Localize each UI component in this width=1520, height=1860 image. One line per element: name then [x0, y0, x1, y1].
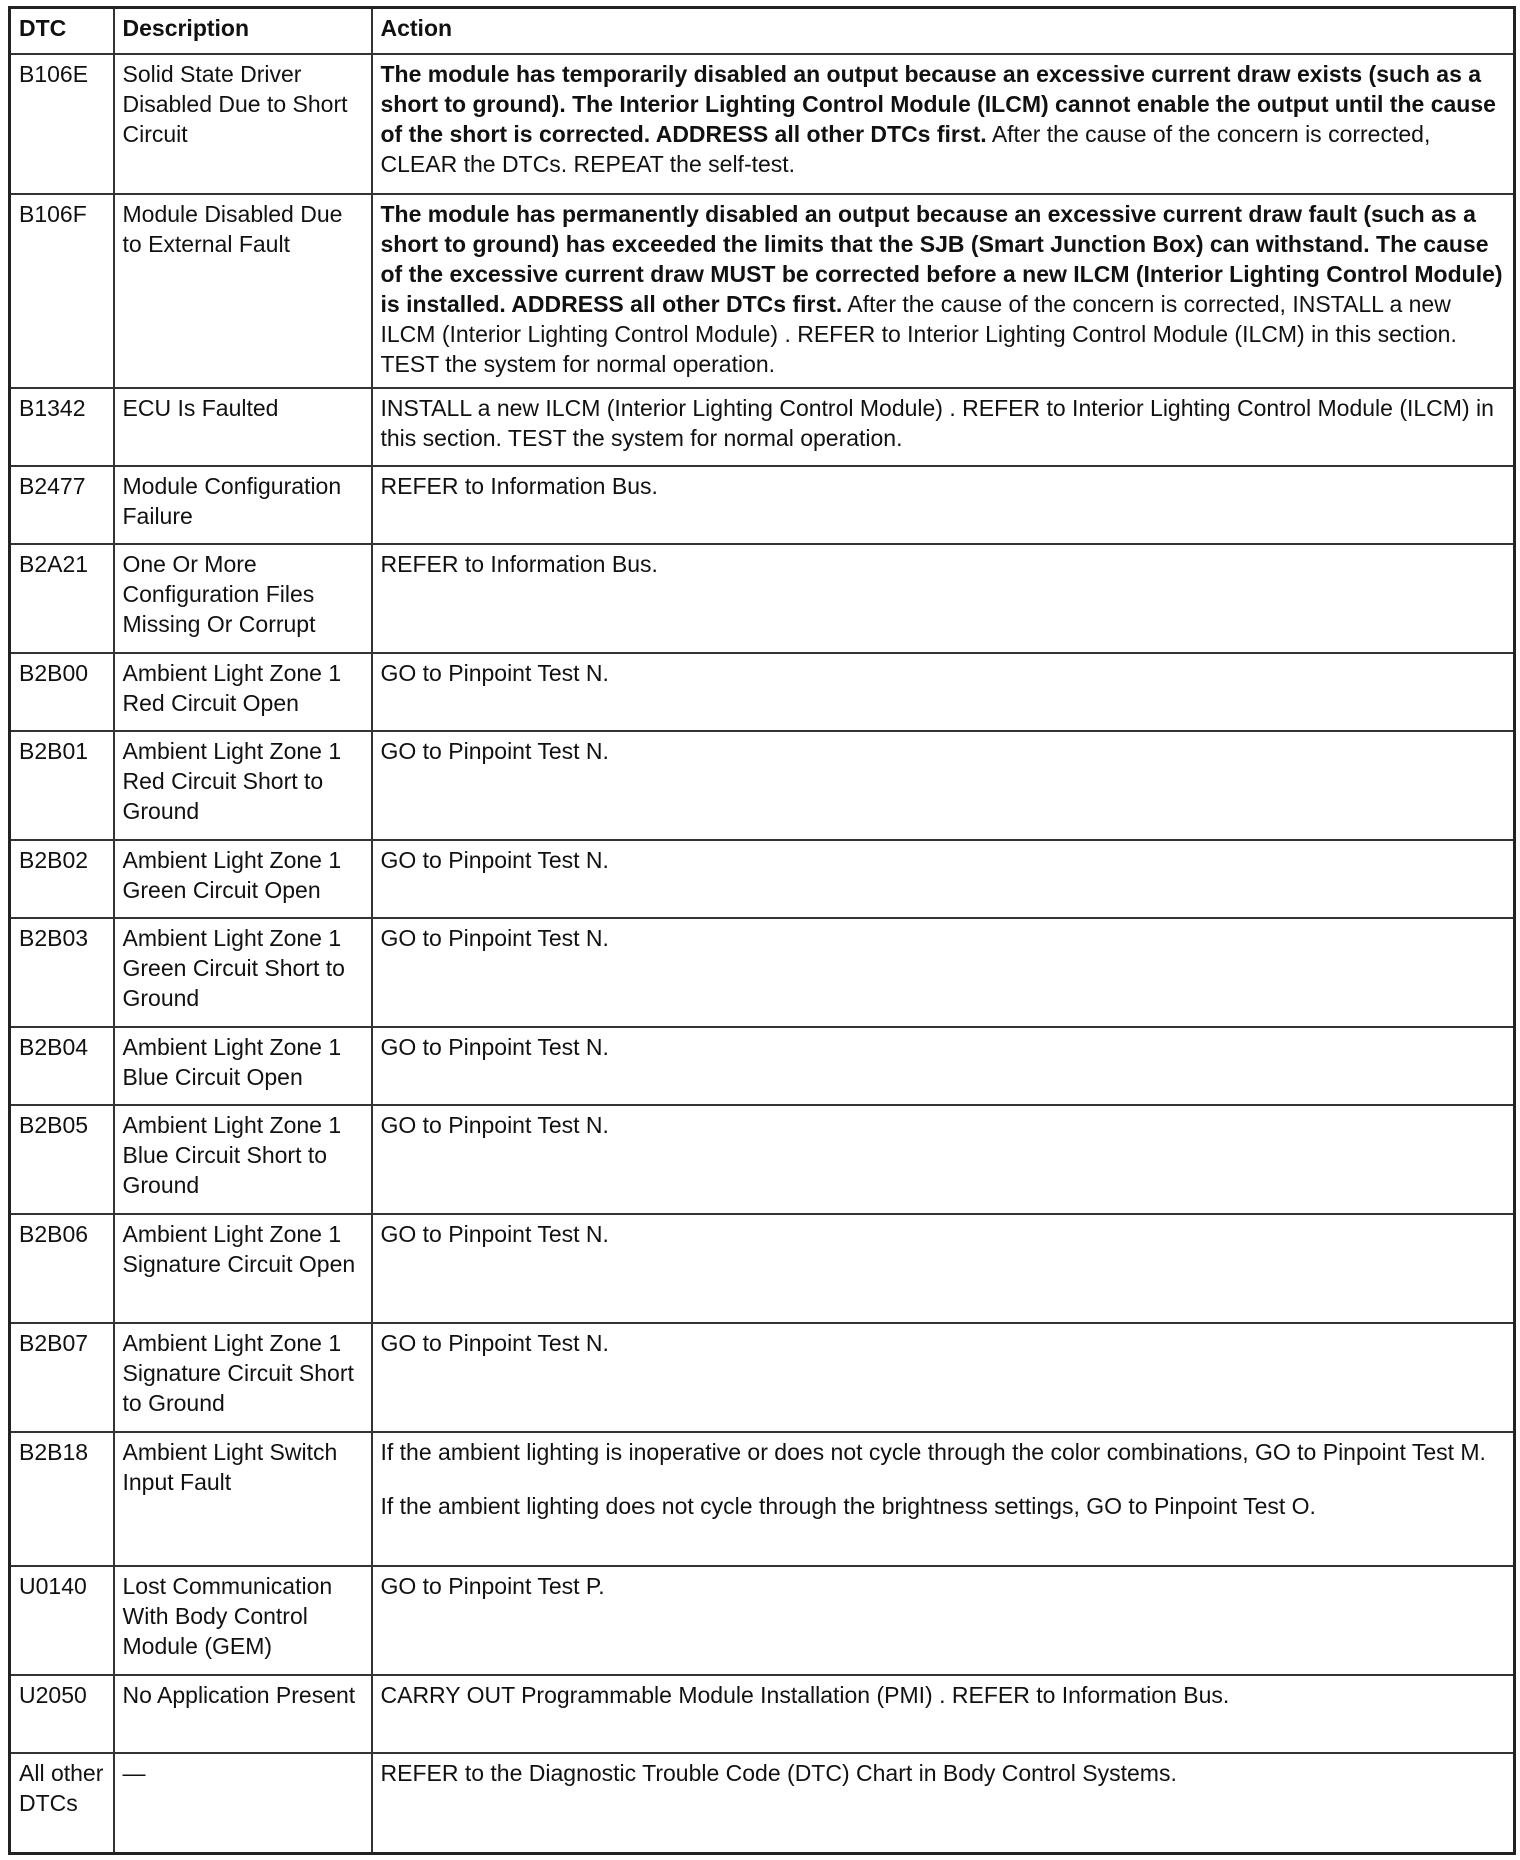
table-row — [10, 388, 1515, 466]
header-dtc: DTC — [10, 8, 114, 55]
dtc-description: No Application Present — [114, 1675, 372, 1753]
dtc-action: REFER to Information Bus. — [372, 544, 1515, 653]
dtc-description: Ambient Light Zone 1 Blue Circuit Short to Ground — [114, 1105, 372, 1214]
table-row — [10, 1753, 1515, 1854]
dtc-action: GO to Pinpoint Test N. — [372, 1323, 1515, 1432]
dtc-description: Ambient Light Switch Input Fault — [114, 1432, 372, 1566]
action-text: After the cause of the concern is corrected, CLEAR the DTCs. REPEAT the self-test. — [380, 121, 1431, 177]
dtc-action — [372, 1432, 1515, 1566]
table-row — [10, 1323, 1515, 1432]
dtc-action: GO to Pinpoint Test P. — [372, 1566, 1515, 1675]
dtc-action: CARRY OUT Programmable Module Installation (PMI) . REFER to Information Bus. — [372, 1675, 1515, 1753]
dtc-description: Ambient Light Zone 1 Red Circuit Short to Ground — [114, 731, 372, 840]
dtc-code: B2B18 — [10, 1432, 114, 1566]
dtc-code: B2B02 — [10, 840, 114, 918]
table-row — [10, 918, 1515, 1027]
table-body — [10, 54, 1515, 1854]
dtc-description: Ambient Light Zone 1 Blue Circuit Open — [114, 1027, 372, 1105]
dtc-description: Lost Communication With Body Control Module (GEM) — [114, 1566, 372, 1675]
dtc-description: Ambient Light Zone 1 Green Circuit Short to Ground — [114, 918, 372, 1027]
dtc-description: Module Configuration Failure — [114, 466, 372, 544]
table-row — [10, 731, 1515, 840]
dtc-description: Module Disabled Due to External Fault — [114, 194, 372, 388]
table-row — [10, 1027, 1515, 1105]
dtc-code: B2B00 — [10, 653, 114, 731]
dtc-action: GO to Pinpoint Test N. — [372, 918, 1515, 1027]
dtc-description: Ambient Light Zone 1 Red Circuit Open — [114, 653, 372, 731]
dtc-code: B2B03 — [10, 918, 114, 1027]
action-text-second: If the ambient lighting does not cycle through the brightness settings, GO to Pinpoint Test O. — [380, 1493, 1316, 1519]
dtc-action: REFER to the Diagnostic Trouble Code (DTC) Chart in Body Control Systems. — [372, 1753, 1515, 1854]
dtc-action: GO to Pinpoint Test N. — [372, 1105, 1515, 1214]
dtc-action: INSTALL a new ILCM (Interior Lighting Control Module) . REFER to Interior Lighting Control Module (ILCM) in this section. TEST the system for normal operation. — [372, 388, 1515, 466]
dtc-action: GO to Pinpoint Test N. — [372, 840, 1515, 918]
dtc-code: U2050 — [10, 1675, 114, 1753]
header-action: Action — [372, 8, 1515, 55]
dtc-action — [372, 54, 1515, 194]
dtc-code: B2B06 — [10, 1214, 114, 1323]
dtc-action: GO to Pinpoint Test N. — [372, 731, 1515, 840]
dtc-action: GO to Pinpoint Test N. — [372, 653, 1515, 731]
dtc-action — [372, 194, 1515, 388]
dtc-description: ECU Is Faulted — [114, 388, 372, 466]
dtc-description: — — [114, 1753, 372, 1854]
dtc-code: B2A21 — [10, 544, 114, 653]
dtc-code: B2477 — [10, 466, 114, 544]
dtc-action: GO to Pinpoint Test N. — [372, 1214, 1515, 1323]
table-row — [10, 653, 1515, 731]
table-row — [10, 1105, 1515, 1214]
dtc-code: B106F — [10, 194, 114, 388]
dtc-description: Ambient Light Zone 1 Green Circuit Open — [114, 840, 372, 918]
dtc-description: Ambient Light Zone 1 Signature Circuit Open — [114, 1214, 372, 1323]
table-row — [10, 1675, 1515, 1753]
dtc-description: One Or More Configuration Files Missing Or Corrupt — [114, 544, 372, 653]
action-text: If the ambient lighting is inoperative or does not cycle through the color combinations, GO to Pinpoint Test M. — [380, 1439, 1486, 1465]
table-row — [10, 1214, 1515, 1323]
dtc-code: All other DTCs — [10, 1753, 114, 1854]
dtc-code: B2B04 — [10, 1027, 114, 1105]
dtc-code: B1342 — [10, 388, 114, 466]
table-row — [10, 1566, 1515, 1675]
dtc-code: B2B05 — [10, 1105, 114, 1214]
action-emphasis: The module has temporarily disabled an output because an excessive current draw exists (such as a short to ground). The Interior Lighting Control Module (ILCM) cannot enable the output until the cause of the short is corrected. ADDRESS all other DTCs first. — [380, 61, 1496, 147]
table-row — [10, 840, 1515, 918]
header-row — [10, 8, 1515, 55]
dtc-code: U0140 — [10, 1566, 114, 1675]
action-emphasis: The module has permanently disabled an output because an excessive current draw fault (such as a short to ground) has exceeded the limits that the SJB (Smart Junction Box) can withstand. The cause of the excessive current draw MUST be corrected before a new ILCM (Interior Lighting Control Module) is installed. ADDRESS all other DTCs first. — [380, 201, 1503, 317]
table-row — [10, 194, 1515, 388]
table-header — [10, 8, 1515, 55]
dtc-description: Solid State Driver Disabled Due to Short Circuit — [114, 54, 372, 194]
table-row — [10, 1432, 1515, 1566]
action-text: After the cause of the concern is corrected, INSTALL a new ILCM (Interior Lighting Control Module) . REFER to Interior Lighting Control Module (ILCM) in this section. TEST the system for normal operation. — [380, 291, 1457, 377]
table-row — [10, 544, 1515, 653]
dtc-table — [8, 6, 1516, 1855]
dtc-action: REFER to Information Bus. — [372, 466, 1515, 544]
dtc-code: B2B07 — [10, 1323, 114, 1432]
table-row — [10, 54, 1515, 194]
dtc-action: GO to Pinpoint Test N. — [372, 1027, 1515, 1105]
dtc-code: B106E — [10, 54, 114, 194]
dtc-description: Ambient Light Zone 1 Signature Circuit Short to Ground — [114, 1323, 372, 1432]
dtc-code: B2B01 — [10, 731, 114, 840]
table-row — [10, 466, 1515, 544]
header-description: Description — [114, 8, 372, 55]
